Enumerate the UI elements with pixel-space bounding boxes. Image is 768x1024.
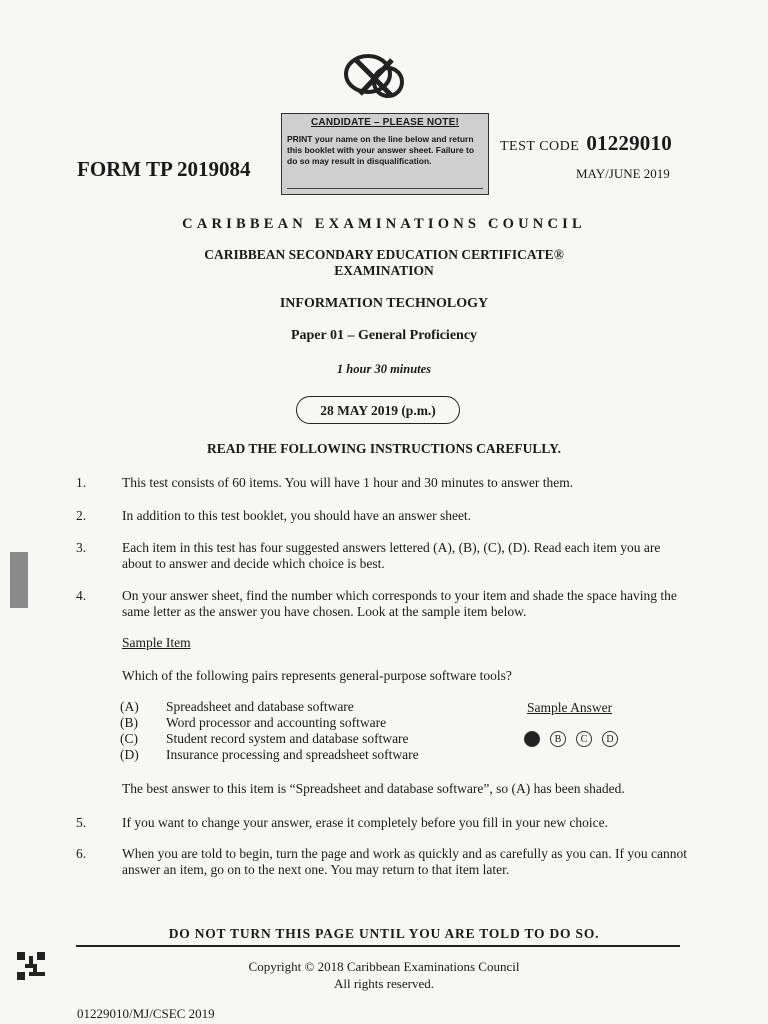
option-letter: (A) — [120, 699, 139, 714]
instruction-text: This test consists of 60 items. You will have 1 hour and 30 minutes to answer them. — [122, 475, 574, 490]
footer-rule — [76, 945, 680, 947]
option-letter: (B) — [120, 715, 138, 730]
bubble-b: B — [550, 731, 566, 747]
instruction-number: 6. — [76, 846, 87, 861]
form-tp-number: FORM TP 2019084 — [77, 157, 251, 181]
answer-bubbles — [524, 731, 618, 747]
notice-text: PRINT your name on the line below and return this booklet with your answer sheet. Failure to do so may result in disqualification. — [287, 134, 475, 166]
cxc-logo — [338, 50, 410, 102]
sample-explanation: The best answer to this item is “Spreadsheet and database software”, so (A) has been shaded. — [122, 781, 625, 796]
sample-item-label: Sample Item — [122, 635, 191, 650]
instruction-text: On your answer sheet, find the number which corresponds to your item and shade the space having the same letter as the answer you have chosen. Look at the sample item below. — [122, 588, 677, 619]
rights-line: All rights reserved. — [333, 976, 434, 991]
examination-line: EXAMINATION — [334, 263, 434, 278]
bubble-c: C — [576, 731, 592, 747]
option-text: Insurance processing and spreadsheet software — [166, 747, 419, 762]
do-not-turn-warning: DO NOT TURN THIS PAGE UNTIL YOU ARE TOLD TO DO SO. — [168, 926, 600, 941]
option-letter: (D) — [120, 747, 139, 762]
test-code-label: TEST CODE — [500, 139, 580, 154]
exam-duration: 1 hour 30 minutes — [336, 362, 432, 376]
instruction-text: Each item in this test has four suggested answers lettered (A), (B), (C), (D). Read each item you are about to answer and decide which choice is best. — [122, 540, 661, 571]
instruction-number: 4. — [76, 588, 87, 603]
sample-answer-label: Sample Answer — [527, 700, 613, 715]
test-code-value: 01229010 — [586, 131, 672, 155]
instruction-text: In addition to this test booklet, you should have an answer sheet. — [122, 508, 472, 523]
bubble-a-shaded: A — [524, 731, 540, 747]
exam-date: 28 MAY 2019 (p.m.) — [296, 396, 460, 424]
copyright — [0, 958, 768, 992]
footer-code: 01229010/MJ/CSEC 2019 — [77, 1006, 215, 1021]
exam-session: MAY/JUNE 2019 — [576, 166, 670, 181]
option-letter: (C) — [120, 731, 138, 746]
test-code — [500, 131, 672, 156]
paper-title: Paper 01 – General Proficiency — [290, 328, 478, 343]
copyright-line: Copyright © 2018 Caribbean Examinations Council — [248, 959, 520, 974]
instruction-text: If you want to change your answer, erase it completely before you fill in your new choice. — [122, 815, 609, 830]
certificate-title — [0, 247, 768, 279]
name-line — [287, 188, 483, 189]
option-text: Student record system and database software — [166, 731, 409, 746]
sample-question: Which of the following pairs represents general-purpose software tools? — [122, 668, 512, 683]
instructions-heading: READ THE FOLLOWING INSTRUCTIONS CAREFULLY. — [207, 441, 561, 456]
side-barcode-strip — [10, 552, 28, 608]
notice-title: CANDIDATE – PLEASE NOTE! — [311, 117, 459, 128]
subject-title: INFORMATION TECHNOLOGY — [279, 296, 489, 311]
instruction-text: When you are told to begin, turn the page and work as quickly and as carefully as you can. If you cannot answer an item, go on to the next one. You may return to that item later. — [122, 846, 687, 877]
instruction-number: 5. — [76, 815, 87, 830]
option-text: Spreadsheet and database software — [166, 699, 354, 714]
qr-code-icon — [17, 952, 45, 980]
instruction-number: 2. — [76, 508, 87, 523]
certificate-line: CARIBBEAN SECONDARY EDUCATION CERTIFICATE® — [204, 247, 564, 262]
candidate-notice-box — [281, 113, 489, 195]
option-text: Word processor and accounting software — [166, 715, 387, 730]
instruction-number: 3. — [76, 540, 87, 555]
bubble-d: D — [602, 731, 618, 747]
council-name: CARIBBEAN EXAMINATIONS COUNCIL — [182, 216, 586, 232]
instruction-number: 1. — [76, 475, 87, 490]
